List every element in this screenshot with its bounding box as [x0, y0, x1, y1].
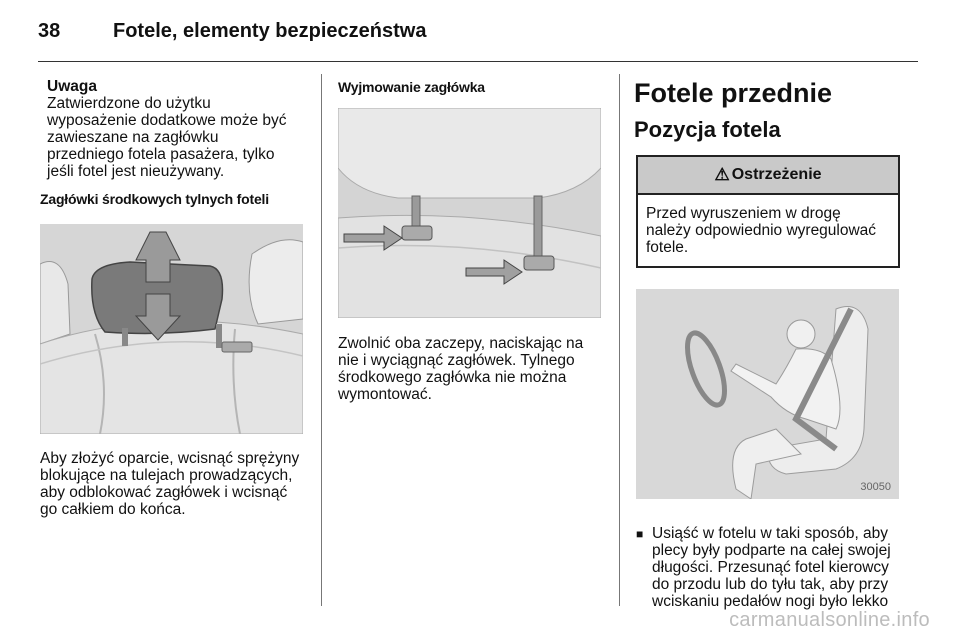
note-text — [40, 95, 308, 180]
column-right — [636, 78, 904, 610]
body-line: wymontować. — [338, 386, 432, 403]
seat-position-illustration — [636, 289, 899, 499]
note-line: wyposażenie dodatkowe może być — [47, 112, 287, 129]
seat-position-figure — [636, 289, 899, 499]
note-label: Uwaga — [47, 78, 97, 95]
page-title: Fotele, elementy bezpieczeństwa — [113, 20, 427, 42]
column-middle — [338, 78, 606, 403]
section-subheading: Wyjmowanie zagłówka — [338, 79, 485, 95]
bullet-line: Usiąść w fotelu w taki sposób, aby — [652, 525, 889, 542]
warning-line: fotele. — [646, 239, 689, 256]
bullet-line: długości. Przesunąć fotel kierowcy — [652, 559, 889, 576]
bullet-line: wciskaniu pedałów nogi było lekko — [652, 593, 889, 610]
column-left — [40, 78, 308, 518]
note-line: przedniego fotela pasażera, tylko — [47, 146, 275, 163]
warning-line: Przed wyruszeniem w drogę — [646, 205, 841, 222]
body-line: go całkiem do końca. — [40, 501, 186, 518]
warning-box — [636, 155, 900, 268]
watermark: carmanualsonline.info — [729, 609, 930, 631]
bullet-line: plecy były podparte na całej swojej — [652, 542, 891, 559]
body-line: środkowego zagłówka nie można — [338, 369, 567, 386]
bullet-line: do przodu lub do tyłu tak, aby przy — [652, 576, 889, 593]
page-header — [38, 20, 918, 48]
column-divider-2 — [619, 74, 620, 606]
figure-code: 30050 — [860, 481, 891, 493]
body-line: Zwolnić oba zaczepy, naciskając na — [338, 335, 584, 352]
rear-headrest-figure — [40, 224, 303, 434]
bullet-list — [636, 525, 904, 610]
body-line: Aby złożyć oparcie, wcisnąć sprężyny — [40, 450, 300, 467]
warning-header — [638, 157, 898, 195]
body-text — [40, 450, 308, 518]
note-line: jeśli fotel jest nieużywany. — [47, 163, 225, 180]
bullet-square-icon: ■ — [636, 527, 644, 541]
body-text — [338, 335, 606, 403]
header-divider — [38, 61, 918, 62]
warning-title: Ostrzeżenie — [731, 166, 822, 183]
warning-triangle-icon: ⚠ — [714, 165, 730, 184]
section-subheading: Pozycja fotela — [634, 117, 781, 142]
note-line: Zatwierdzone do użytku — [47, 95, 211, 112]
warning-body — [638, 195, 898, 266]
warning-line: należy odpowiednio wyregulować — [646, 222, 877, 239]
rear-headrest-illustration — [40, 224, 303, 434]
headrest-removal-figure — [338, 108, 601, 318]
section-heading: Fotele przednie — [634, 78, 833, 108]
body-line: nie i wyciągnąć zagłówek. Tylnego — [338, 352, 575, 369]
body-line: blokujące na tulejach prowadzących, — [40, 467, 293, 484]
page-number: 38 — [38, 20, 61, 42]
section-subheading: Zagłówki środkowych tylnych foteli — [40, 191, 269, 207]
column-divider-1 — [321, 74, 322, 606]
note-line: zawieszane na zagłówku — [47, 129, 219, 146]
headrest-removal-illustration — [338, 108, 601, 318]
body-line: aby odblokować zagłówek i wcisnąć — [40, 484, 288, 501]
list-item — [636, 525, 904, 610]
